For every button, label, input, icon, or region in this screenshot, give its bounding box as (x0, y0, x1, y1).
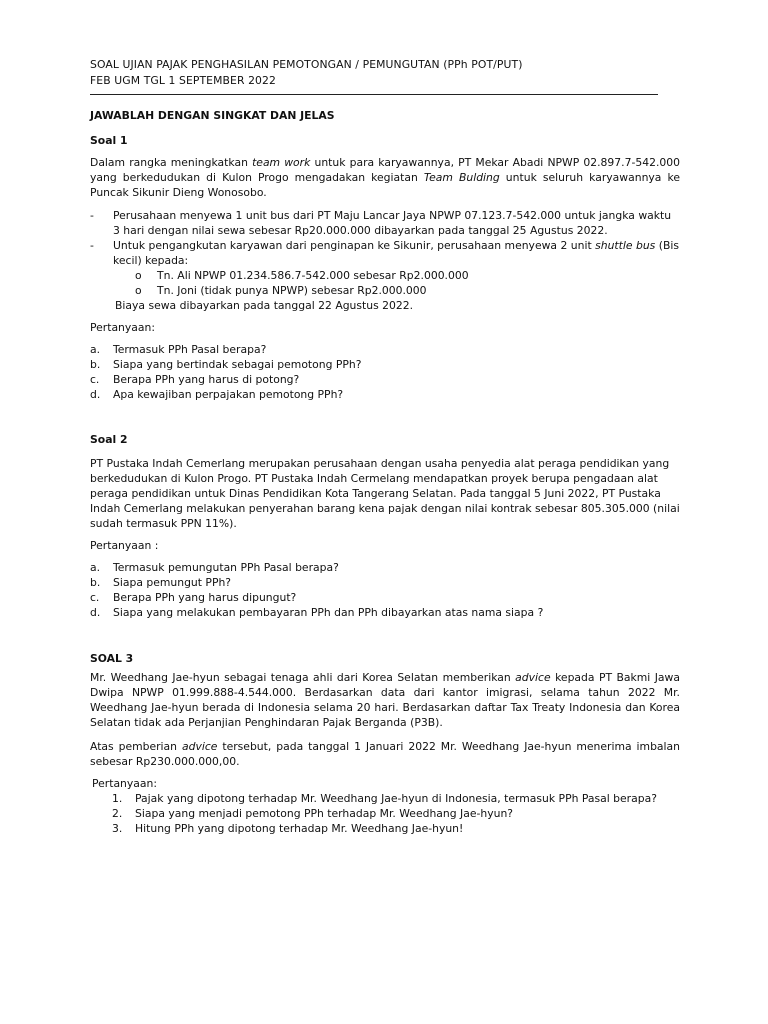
list-item (90, 560, 680, 575)
list-item-text: Hitung PPh yang dipotong terhadap Mr. Weedhang Jae-hyun! (135, 822, 464, 835)
list-item-text: Berapa PPh yang harus dipungut? (113, 591, 297, 604)
list-marker: d. (90, 388, 101, 401)
instruction: JAWABLAH DENGAN SINGKAT DAN JELAS (90, 109, 335, 122)
soal1-bullet-2-text: Untuk pengangkutan karyawan dari penginapan ke Sikunir, perusahaan menyewa 2 unit (113, 239, 596, 252)
soal3-intro (90, 670, 680, 730)
list-marker: d. (90, 606, 101, 619)
soal1-title: Soal 1 (90, 134, 128, 147)
list-marker: a. (90, 343, 101, 356)
soal3-para2-part: Atas pemberian (90, 740, 182, 753)
list-item-text: Pajak yang dipotong terhadap Mr. Weedhang Jae-hyun di Indonesia, termasuk PPh Pasal berapa? (135, 792, 657, 805)
list-item-text: Berapa PPh yang harus di potong? (113, 373, 300, 386)
list-item (90, 806, 680, 821)
list-marker: b. (90, 358, 101, 371)
dash-bullet: - (90, 239, 94, 252)
soal1-intro-part: Dalam rangka meningkatkan (90, 156, 253, 169)
dash-bullet: - (90, 209, 94, 222)
soal2-questions (90, 560, 680, 620)
list-item-text: Siapa pemungut PPh? (113, 576, 232, 589)
header-line-2: FEB UGM TGL 1 SEPTEMBER 2022 (90, 73, 276, 87)
soal1-intro-part: untuk seluruh karyawannya ke Puncak Sikunir Dieng Wonosobo. (90, 171, 680, 199)
soal3-intro-advice: advice (515, 671, 551, 684)
circle-bullet: o (135, 269, 142, 282)
list-item-text: Termasuk PPh Pasal berapa? (113, 343, 267, 356)
soal1-intro-part: untuk para karyawannya, PT Mekar Abadi NPWP 02.897.7-542.000 yang berkedudukan di Kulon Progo mengadakan kegiatan (90, 156, 680, 184)
list-item (90, 387, 680, 402)
soal3-intro-part: Mr. Weedhang Jae-hyun sebagai tenaga ahli dari Korea Selatan memberikan (90, 671, 516, 684)
soal3-title: SOAL 3 (90, 652, 134, 665)
list-item-text: Siapa yang melakukan pembayaran PPh dan PPh dibayarkan atas nama siapa ? (113, 606, 544, 619)
list-marker: 2. (112, 807, 123, 820)
list-item (90, 590, 680, 605)
list-marker: c. (90, 591, 100, 604)
soal3-intro-part: kepada PT Bakmi Jawa Dwipa NPWP 01.999.888-4.544.000. Berdasarkan data dari kantor imigrasi, selama tahun 2022 Mr. Weedhang Jae-hyun berada di Indonesia selama 20 hari. Berdasarkan daftar Tax Treaty Indonesia dan Korea Selatan tidak ada Perjanjian Penghindaran Pajak Berganda (P3B). (90, 671, 680, 729)
soal1-questions-label: Pertanyaan: (90, 321, 156, 334)
header-line-1: SOAL UJIAN PAJAK PENGHASILAN PEMOTONGAN / PEMUNGUTAN (PPh POT/PUT) (90, 58, 523, 71)
list-item-text: Apa kewajiban perpajakan pemotong PPh? (113, 388, 344, 401)
soal2-intro: PT Pustaka Indah Cemerlang merupakan perusahaan dengan usaha penyedia alat peraga pendidikan yang berkedudukan di Kulon Progo. PT Pustaka Indah Cermelang mendapatkan proyek berupa pengadaan alat peraga pendidikan untuk Dinas Pendidikan Kota Tangerang Selatan. Pada tanggal 5 Juni 2022, PT Pustaka Indah Cemerlang melakukan penyerahan barang kena pajak dengan nilai kontrak sebesar 805.305.000 (nilai sudah termasuk PPN 11%). (90, 457, 680, 530)
list-item-text: Siapa yang bertindak sebagai pemotong PPh? (113, 358, 362, 371)
list-item (90, 791, 680, 806)
soal2-title: Soal 2 (90, 433, 128, 446)
soal3-para2-part: tersebut, pada tanggal 1 Januari 2022 Mr. Weedhang Jae-hyun menerima imbalan sebesar Rp230.000.000,00. (90, 740, 680, 768)
list-marker: 3. (112, 822, 123, 835)
list-marker: a. (90, 561, 101, 574)
list-item (90, 575, 680, 590)
soal2-questions-label: Pertanyaan : (90, 539, 159, 552)
circle-bullet: o (135, 284, 142, 297)
soal1-bullet-2-text: (Bis kecil) kepada: (113, 239, 679, 267)
list-marker: b. (90, 576, 101, 589)
soal1-sub-1-text: Tn. Ali NPWP 01.234.586.7-542.000 sebesar Rp2.000.000 (157, 269, 469, 282)
list-marker: 1. (112, 792, 123, 805)
soal1-bullet-2-shuttle: shuttle bus (595, 239, 656, 252)
soal3-para2 (90, 739, 680, 769)
soal1-sub-2-text: Tn. Joni (tidak punya NPWP) sebesar Rp2.000.000 (157, 284, 427, 297)
list-item (90, 821, 680, 836)
list-item (90, 357, 680, 372)
list-item-text: Siapa yang menjadi pemotong PPh terhadap Mr. Weedhang Jae-hyun? (135, 807, 514, 820)
soal3-questions-label: Pertanyaan: (92, 777, 158, 790)
soal3-para2-advice: advice (181, 740, 218, 753)
list-item-text: Termasuk pemungutan PPh Pasal berapa? (113, 561, 339, 574)
soal1-intro-team-building: Team Bulding (423, 171, 500, 184)
soal1-intro-team-work: team work (252, 156, 311, 169)
soal1-bullet-2 (90, 238, 680, 268)
list-marker: c. (90, 373, 100, 386)
soal1-bullet-1-text: Perusahaan menyewa 1 unit bus dari PT Maju Lancar Jaya NPWP 07.123.7-542.000 untuk jangka waktu 3 hari dengan nilai sewa sebesar Rp20.000.000 dibayarkan pada tanggal 25 Agustus 2022. (113, 209, 672, 237)
soal1-bullets (90, 208, 680, 313)
soal1-sub-1 (90, 268, 680, 283)
soal1-questions (90, 342, 680, 402)
list-item (90, 342, 680, 357)
list-item (90, 372, 680, 387)
soal3-questions (90, 791, 680, 836)
soal1-bullet-1 (90, 208, 680, 238)
soal1-intro (90, 155, 680, 200)
list-item (90, 605, 680, 620)
document-header (90, 57, 680, 88)
header-divider (90, 94, 658, 95)
soal1-payment-note: Biaya sewa dibayarkan pada tanggal 22 Agustus 2022. (115, 299, 414, 312)
soal1-sub-2 (90, 283, 680, 298)
